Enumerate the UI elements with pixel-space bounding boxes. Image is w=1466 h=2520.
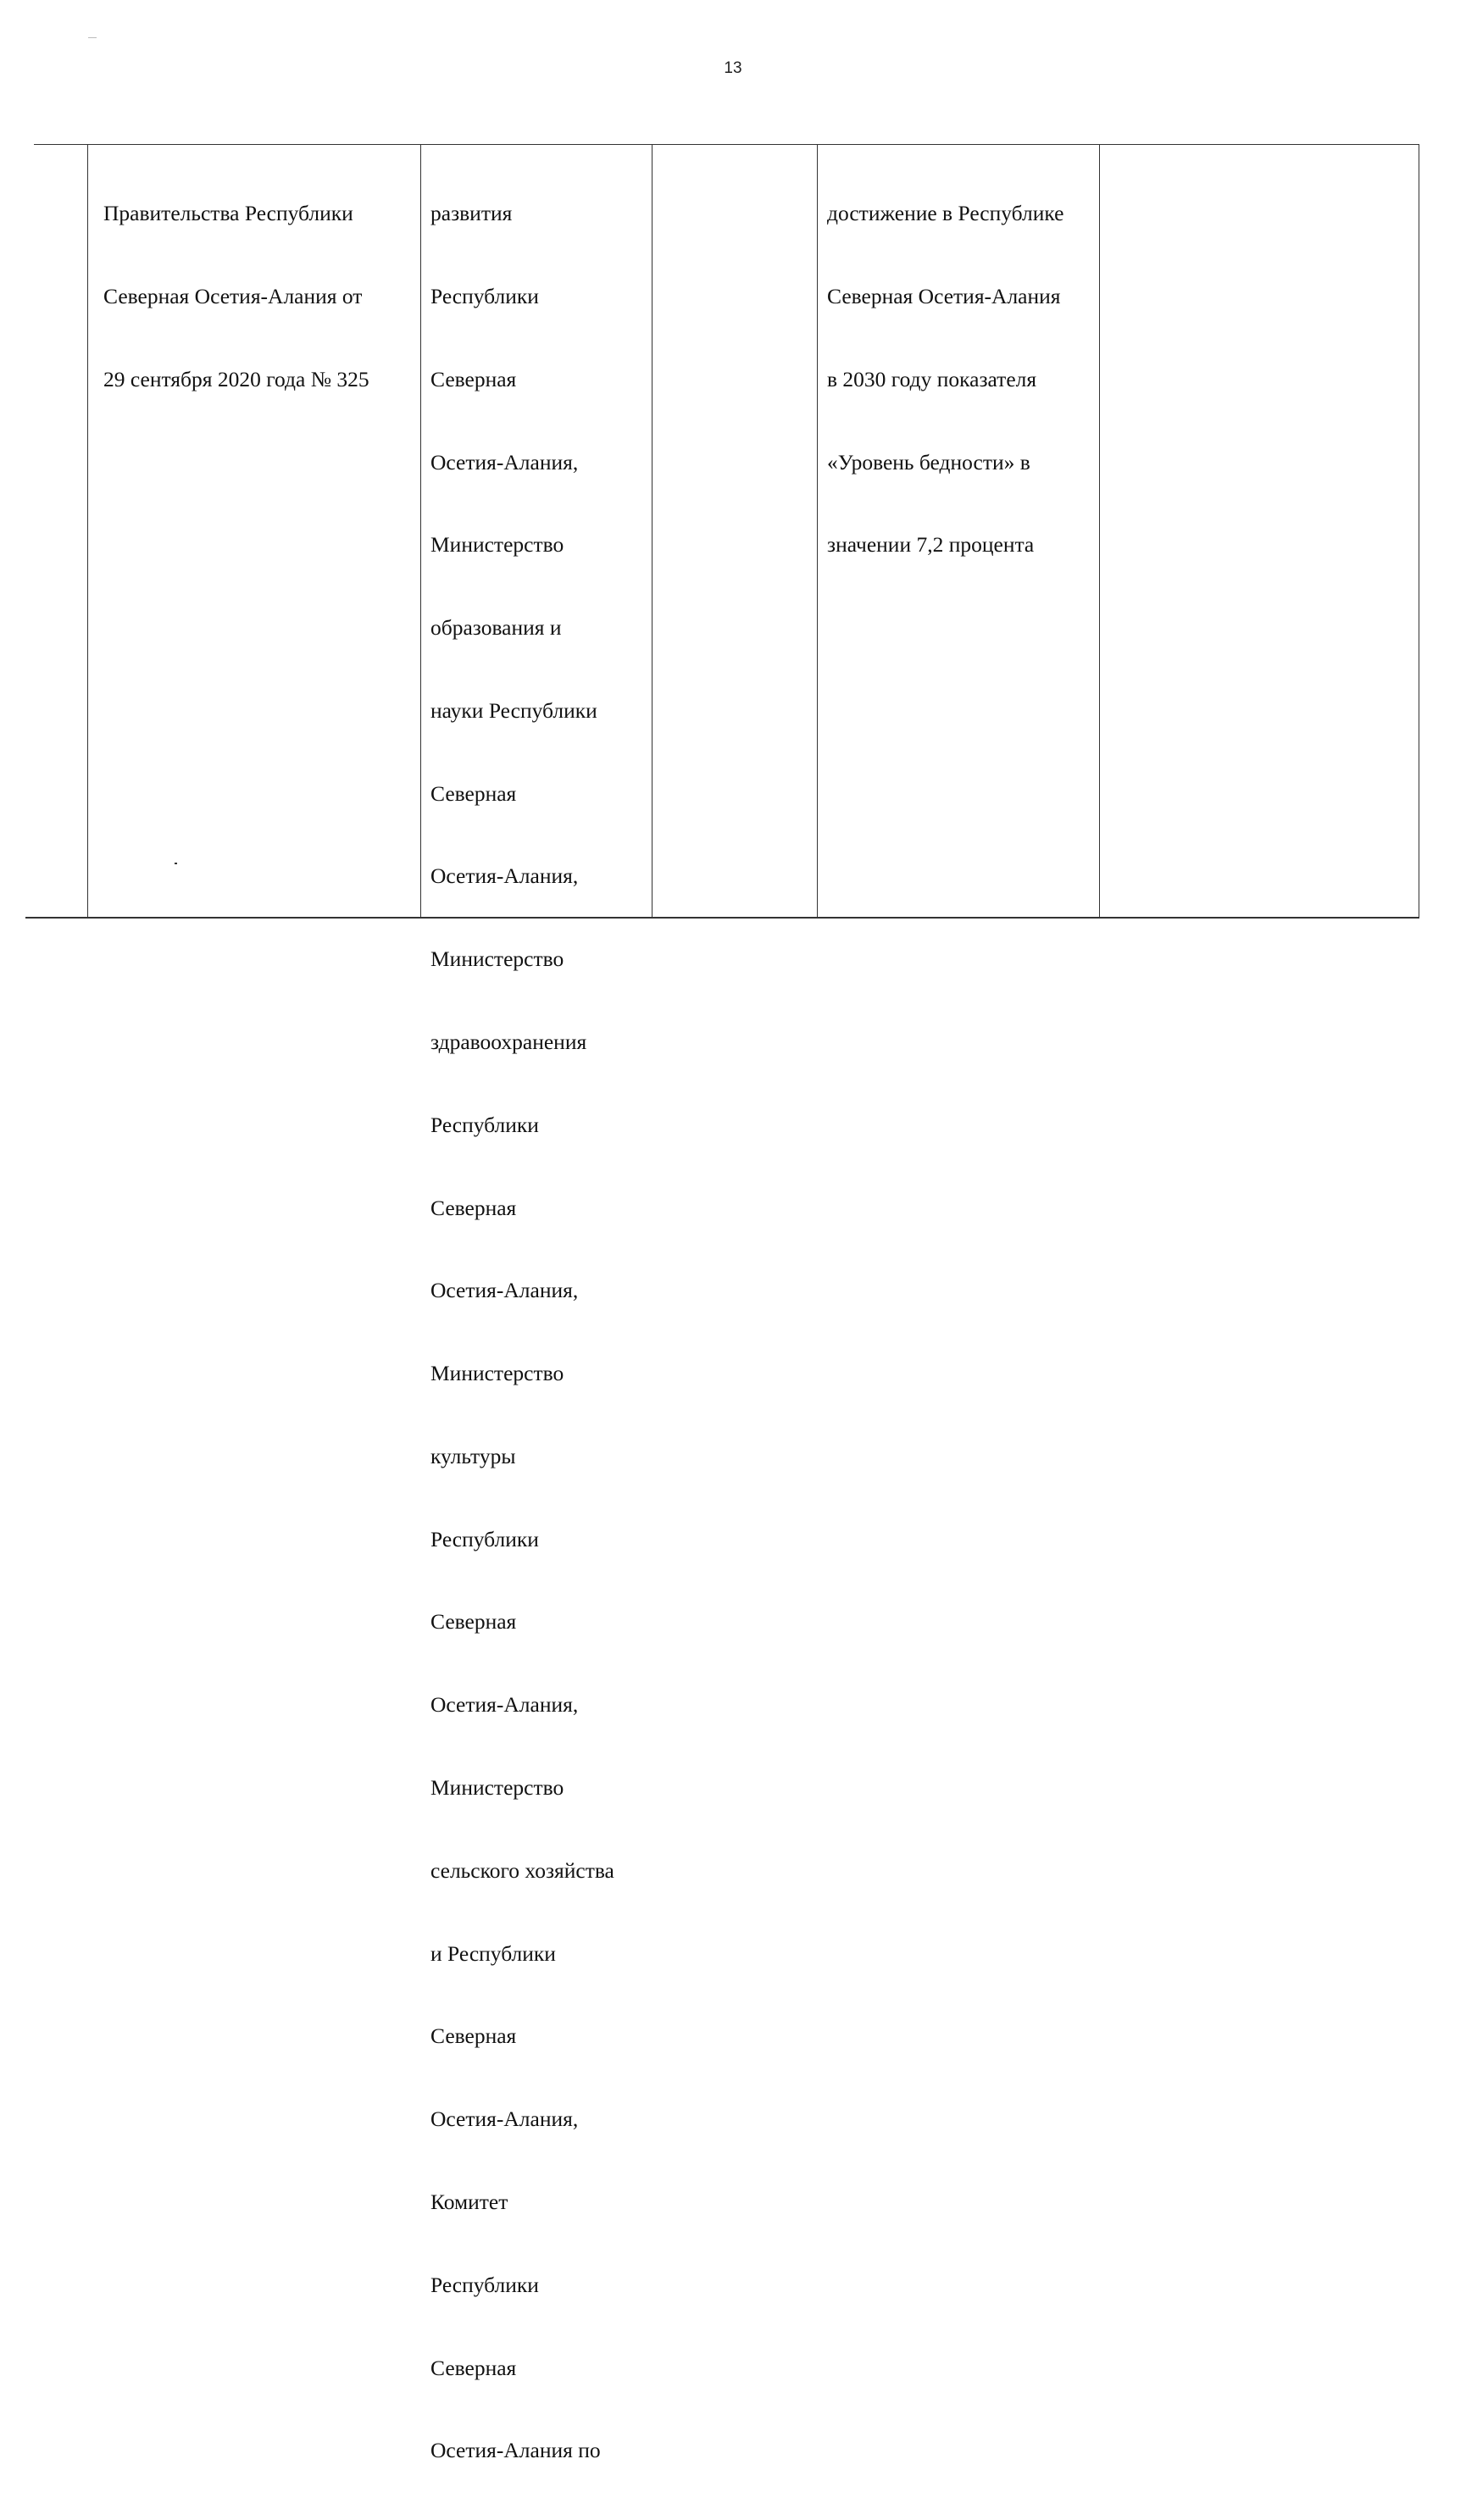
text-line: Северная [430, 2023, 517, 2049]
column-divider-1 [87, 144, 88, 918]
text-line: значении 7,2 процента [827, 532, 1035, 558]
table-cell-responsible-executors [430, 145, 614, 2520]
text-line: Северная [430, 366, 517, 391]
table-cell-expected-result [827, 145, 1063, 614]
text-line: образования и [430, 615, 562, 641]
scan-artifact-dot [175, 863, 177, 864]
text-line: Республики [430, 283, 539, 308]
text-line: Министерство [430, 946, 564, 972]
text-line: Республики [430, 1526, 539, 1551]
text-line: культуры [430, 1443, 516, 1468]
text-line: сельского хозяйства [430, 1857, 614, 1883]
column-divider-4 [817, 144, 818, 918]
text-line: Осетия-Алания, [430, 1278, 579, 1303]
text-line: «Уровень бедности» в [827, 449, 1030, 475]
column-divider-5 [1099, 144, 1100, 918]
text-line: Осетия-Алания, [430, 863, 579, 889]
text-line: Северная [430, 2355, 517, 2380]
text-line: достижение в Республике [827, 201, 1064, 226]
text-line: 29 сентября 2020 года № 325 [103, 366, 369, 391]
text-line: Министерство [430, 1775, 564, 1801]
table-bottom-border [25, 917, 1419, 919]
text-line: Министерство [430, 1361, 564, 1386]
text-line: Осетия-Алания, [430, 449, 579, 475]
text-line: Министерство [430, 532, 564, 558]
text-line: Северная Осетия-Алания [827, 283, 1061, 308]
text-line: развития [430, 201, 513, 226]
scan-artifact-mark [88, 37, 97, 38]
text-line: Комитет [430, 2189, 508, 2214]
table-cell-document-reference [103, 145, 369, 449]
text-line: Северная [430, 780, 517, 806]
column-divider-2 [420, 144, 421, 918]
text-line: Осетия-Алания по [430, 2438, 601, 2463]
page-number: 13 [724, 59, 742, 77]
text-line: Республики [430, 2272, 539, 2297]
text-line: Осетия-Алания, [430, 1692, 579, 1718]
text-line: и Республики [430, 1940, 556, 1966]
text-line: науки Республики [430, 697, 597, 723]
text-line: здравоохранения [430, 1030, 587, 1054]
text-line: в 2030 году показателя [827, 366, 1037, 391]
text-line: Северная [430, 1609, 517, 1635]
text-line: Осетия-Алания, [430, 2106, 579, 2132]
text-line: Республики [430, 1112, 539, 1137]
text-line: Правительства Республики [103, 201, 353, 226]
text-line: Северная Осетия-Алания от [103, 283, 363, 308]
text-line: Северная [430, 1195, 517, 1220]
